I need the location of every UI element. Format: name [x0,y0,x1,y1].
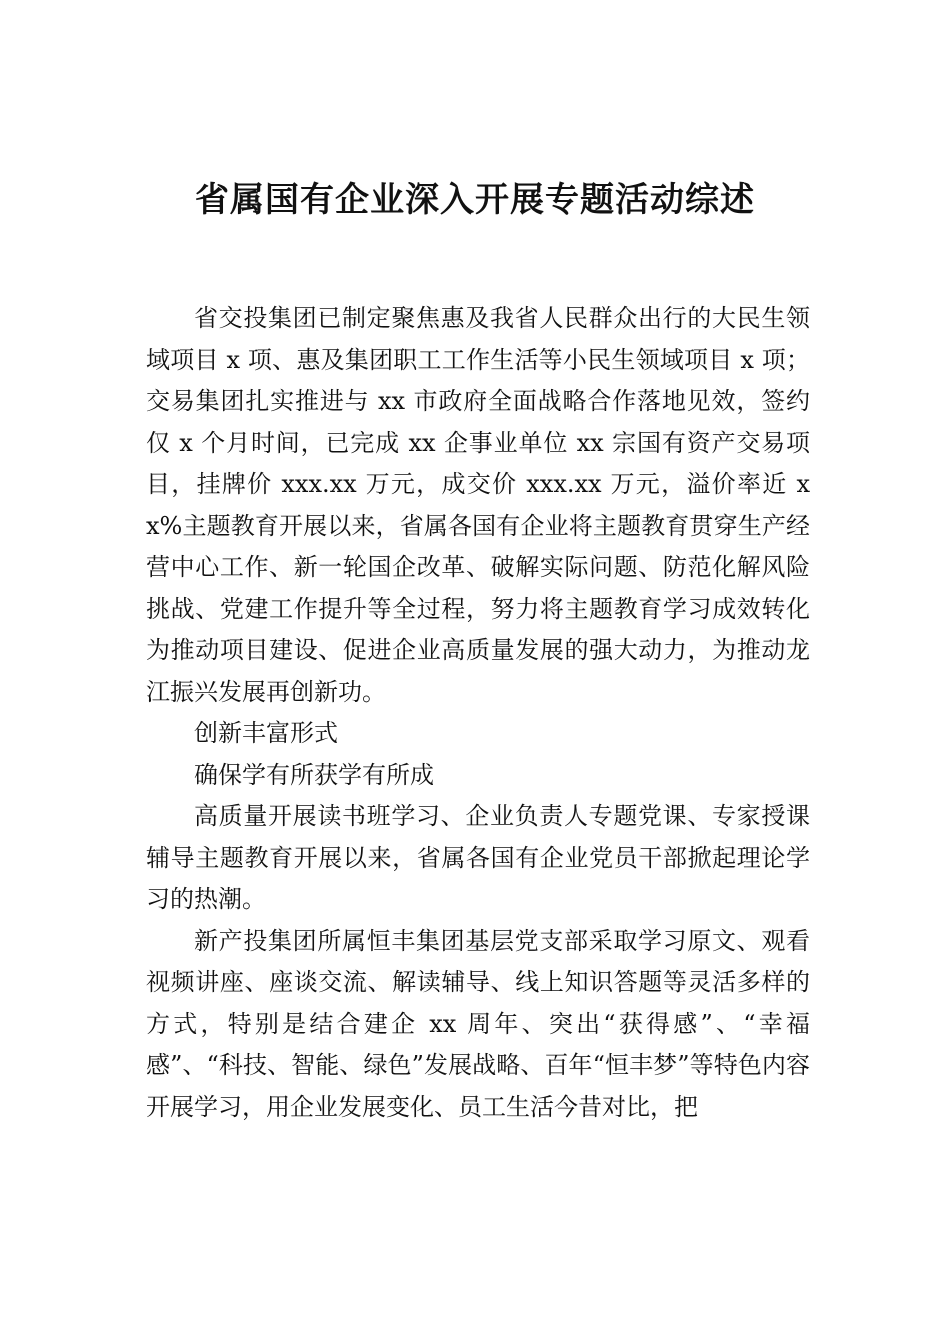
paragraph-study-sessions: 高质量开展读书班学习、企业负责人专题党课、专家授课辅导主题教育开展以来，省属各国有企业党员干部掀起理论学习的热潮。 [146,802,810,913]
subheading-innovation: 创新丰富形式 [194,719,338,747]
document-title: 省属国有企业深入开展专题活动综述 [195,180,755,220]
paragraph-hengfeng-group: 新产投集团所属恒丰集团基层党支部采取学习原文、观看视频讲座、座谈交流、解读辅导、线上知识答题等灵活多样的方式，特别是结合建企 xx 周年、突出“获得感”、“幸福感”、“科技、智能、绿色”发展战略、百年“恒丰梦”等特色内容开展学习，用企业发展变化、员工生活今昔对比，把 [146,926,810,1121]
document-body [146,298,810,1128]
subheading-learning: 确保学有所获学有所成 [194,760,434,789]
paragraph-intro: 省交投集团已制定聚焦惠及我省人民群众出行的大民生领域项目 x 项、惠及集团职工工作生活等小民生领域项目 x 项；交易集团扎实推进与 xx 市政府全面战略合作落地见效，签约仅 x 个月时间，已完成 xx 企事业单位 xx 宗国有资产交易项目，挂牌价 xxx.xx 万元，成交价 xxx.xx 万元，溢价率近 xx%主题教育开展以来，省属各国有企业将主题教育贯穿生产经营中心工作、新一轮国企改革、破解实际问题、防范化解风险挑战、党建工作提升等全过程，努力将主题教育学习成效转化为推动项目建设、促进企业高质量发展的强大动力，为推动龙江振兴发展再创新功。 [146,304,810,706]
